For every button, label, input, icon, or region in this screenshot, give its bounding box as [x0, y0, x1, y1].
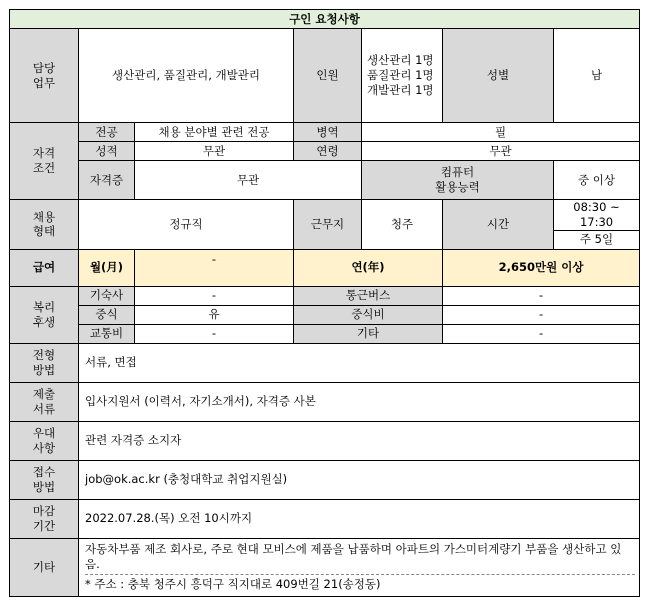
job-request-form: [9, 9, 640, 597]
transport-value: -: [135, 324, 294, 343]
lunch-label: 중식: [79, 305, 135, 324]
bus-value: -: [443, 286, 640, 305]
process-label: 전형 방법: [10, 343, 79, 382]
military-value: 필: [362, 123, 640, 142]
headcount-line: 품질관리 1명: [367, 68, 434, 83]
bus-label: 통근버스: [294, 286, 443, 305]
deadline-label: 마감 기간: [10, 499, 79, 538]
location-value: 청주: [362, 200, 443, 250]
dorm-label: 기숙사: [79, 286, 135, 305]
preference-label: 우대 사항: [10, 421, 79, 460]
welfare-label: 복리 후생: [10, 286, 79, 343]
apply-value: job@ok.ac.kr (충청대학교 취업지원실): [79, 460, 640, 499]
welfare-etc-value: -: [443, 324, 640, 343]
apply-label: 접수 방법: [10, 460, 79, 499]
computer-label: 컴퓨터 활용능력: [362, 161, 554, 200]
major-value: 채용 분야별 관련 전공: [135, 123, 294, 142]
welfare-etc-label: 기타: [294, 324, 443, 343]
employment-label: 채용 형태: [10, 200, 79, 250]
dorm-value: -: [135, 286, 294, 305]
etc-cell: [79, 538, 640, 596]
deadline-value: 2022.07.28.(목) 오전 10시까지: [79, 499, 640, 538]
salary-label: 급여: [10, 249, 79, 286]
cert-label: 자격증: [79, 161, 135, 200]
computer-value: 중 이상: [554, 161, 640, 200]
lunchfee-label: 중식비: [294, 305, 443, 324]
grade-label: 성적: [79, 142, 135, 161]
major-label: 전공: [79, 123, 135, 142]
headcount-line: 생산관리 1명: [367, 53, 434, 68]
qualification-label: 자격 조건: [10, 123, 79, 200]
annual-label: 연(年): [294, 249, 443, 286]
headcount-value: [362, 29, 443, 123]
gender-label: 성별: [443, 29, 554, 123]
preference-value: 관련 자격증 소지자: [79, 421, 640, 460]
cert-value: 무관: [135, 161, 362, 200]
annual-value: 2,650만원 이상: [443, 249, 640, 286]
duty-label: 담당 업무: [10, 29, 79, 123]
form-title: 구인 요청사항: [10, 10, 640, 29]
monthly-value: -: [135, 249, 294, 286]
etc-address: * 주소 : 충북 청주시 흥덕구 직지대로 409번길 21(송정동): [85, 574, 635, 592]
grade-value: 무관: [135, 142, 294, 161]
hours-value: 08:30 ~ 17:30: [554, 200, 640, 231]
location-label: 근무지: [294, 200, 362, 250]
employment-type-value: 정규직: [79, 200, 294, 250]
headcount-label: 인원: [294, 29, 362, 123]
documents-label: 제출 서류: [10, 382, 79, 421]
age-label: 연령: [294, 142, 362, 161]
military-label: 병역: [294, 123, 362, 142]
gender-value: 남: [554, 29, 640, 123]
documents-value: 입사지원서 (이력서, 자기소개서), 자격증 사본: [79, 382, 640, 421]
etc-description: 자동차부품 제조 회사로, 주로 현대 모비스에 제품을 납품하며 아파트의 가스미터계량기 부품을 생산하고 있음.: [85, 542, 622, 572]
age-value: 무관: [362, 142, 640, 161]
transport-label: 교통비: [79, 324, 135, 343]
monthly-label: 월(月): [79, 249, 135, 286]
etc-label: 기타: [10, 538, 79, 596]
lunchfee-value: -: [443, 305, 640, 324]
time-label: 시간: [443, 200, 554, 250]
process-value: 서류, 면접: [79, 343, 640, 382]
lunch-value: 유: [135, 305, 294, 324]
headcount-line: 개발관리 1명: [367, 82, 434, 97]
days-value: 주 5일: [554, 230, 640, 249]
duty-value: 생산관리, 품질관리, 개발관리: [79, 29, 294, 123]
